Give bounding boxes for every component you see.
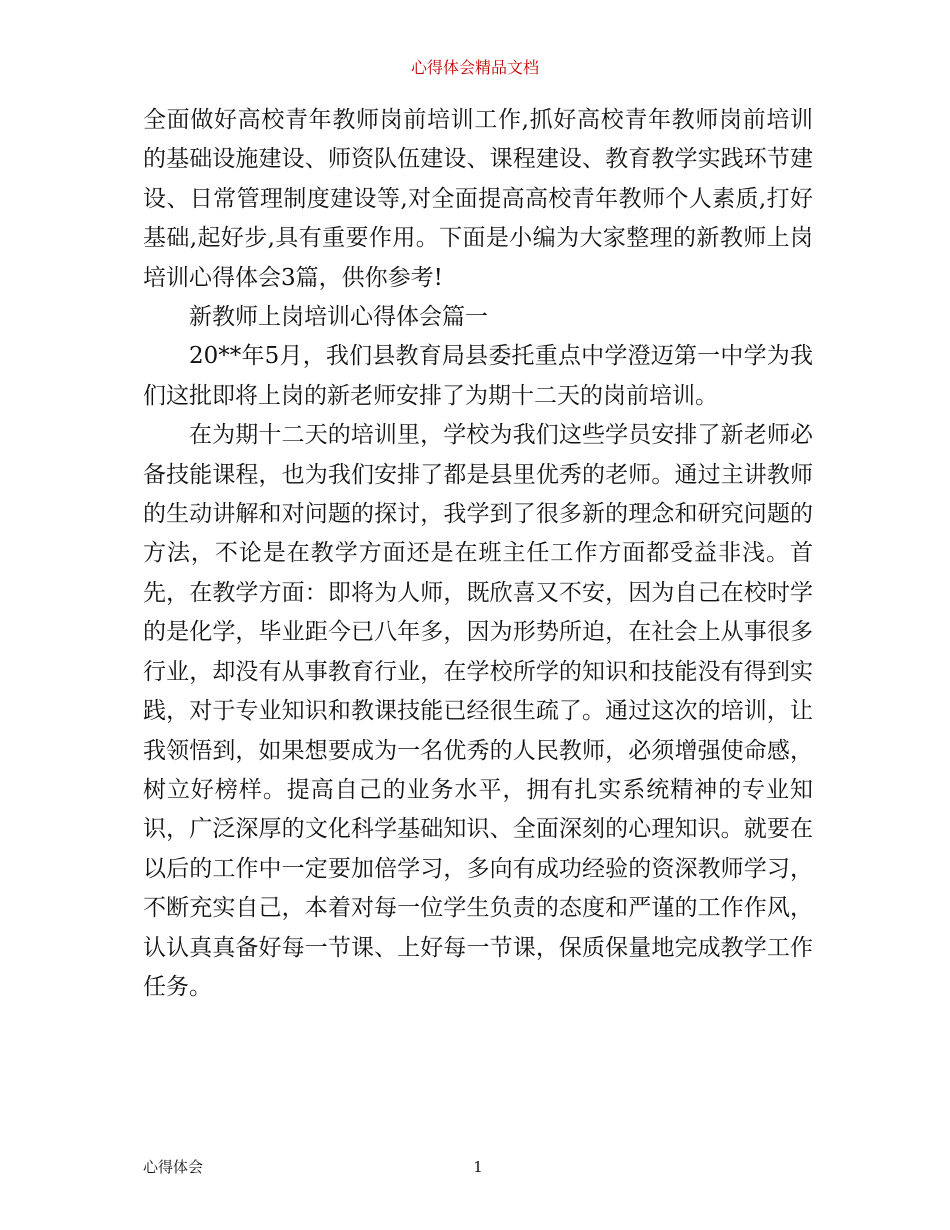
intro-paragraph: 全面做好高校青年教师岗前培训工作,抓好高校青年教师岗前培训的基础设施建设、师资队伍建设、课程建设、教育教学实践环节建设、日常管理制度建设等,对全面提高高校青年教师个人素质,打好基础,起好步,具有重要作用。下面是小编为大家整理的新教师上岗培训心得体会3篇，供你参考! — [143, 107, 813, 291]
page-header-title: 心得体会精品文档 — [410, 58, 539, 77]
document-body — [143, 101, 813, 1007]
paragraph-2: 在为期十二天的培训里，学校为我们这些学员安排了新老师必备技能课程，也为我们安排了都是县里优秀的老师。通过主讲教师的生动讲解和对问题的探讨，我学到了很多新的理念和研究问题的方法，不论是在教学方面还是在班主任工作方面都受益非浅。首先，在教学方面：即将为人师，既欣喜又不安，因为自己在校时学的是化学，毕业距今已八年多，因为形势所迫，在社会上从事很多行业，却没有从事教育行业，在学校所学的知识和技能没有得到实践，对于专业知识和教课技能已经很生疏了。通过这次的培训，让我领悟到，如果想要成为一名优秀的人民教师，必须增强使命感，树立好榜样。提高自己的业务水平，拥有扎实系统精神的专业知识，广泛深厚的文化科学基础知识、全面深刻的心理知识。就要在以后的工作中一定要加倍学习，多向有成功经验的资深教师学习，不断充实自己，本着对每一位学生负责的态度和严谨的工作作风，认认真真备好每一节课、上好每一节课，保质保量地完成教学工作任务。 — [143, 422, 813, 1000]
page-footer — [0, 1155, 950, 1179]
paragraph-1: 20**年5月，我们县教育局县委托重点中学澄迈第一中学为我们这批即将上岗的新老师安排了为期十二天的岗前培训。 — [143, 343, 813, 409]
footer-label: 心得体会 — [143, 1158, 204, 1176]
page-number: 1 — [473, 1158, 483, 1176]
section-title: 新教师上岗培训心得体会篇一 — [189, 304, 488, 331]
